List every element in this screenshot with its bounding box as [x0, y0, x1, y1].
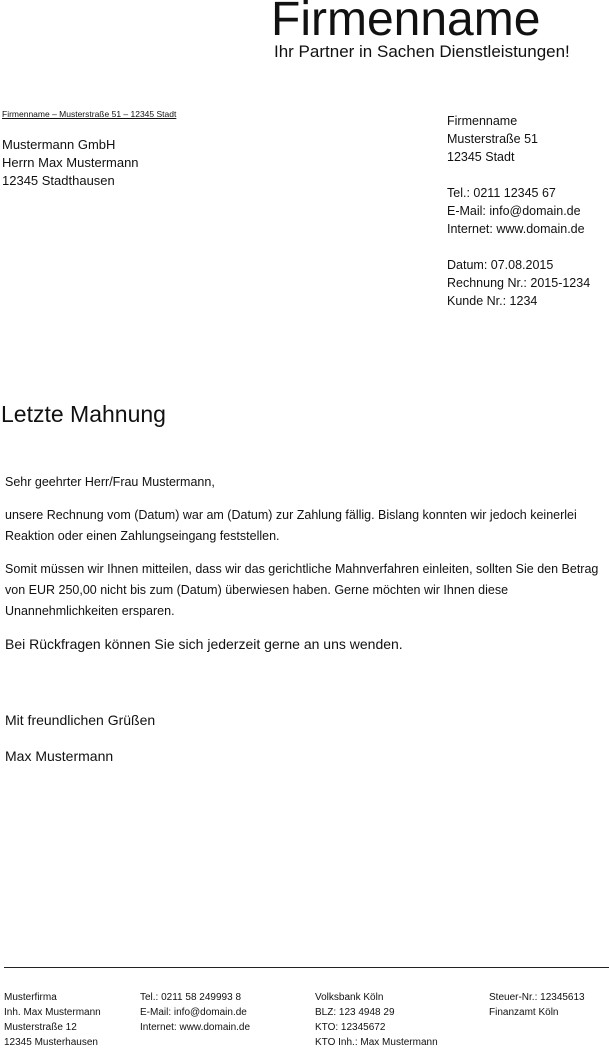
signature-name: Max Mustermann [5, 748, 114, 764]
customer-number: Kunde Nr.: 1234 [447, 294, 538, 308]
footer-tax-column [489, 990, 585, 1020]
footer-bank-column [315, 990, 438, 1050]
sender-street: Musterstraße 51 [447, 132, 539, 146]
letterhead-company-name: Firmenname [271, 0, 541, 46]
return-address-line: Firmenname – Musterstraße 51 – 12345 Stadt [2, 109, 177, 119]
recipient-contact: Herrn Max Mustermann [2, 155, 139, 170]
footer-tax-number: Steuer-Nr.: 12345613 [489, 992, 585, 1003]
footer-blz: BLZ: 123 4948 29 [315, 1007, 395, 1018]
spacer [447, 238, 590, 256]
footer-company-column [4, 990, 101, 1050]
footer-phone: Tel.: 0211 58 249993 8 [140, 992, 242, 1003]
footer-city: 12345 Musterhausen [4, 1037, 98, 1048]
footer-divider [4, 967, 609, 968]
spacer [447, 166, 590, 184]
recipient-city: 12345 Stadthausen [2, 173, 115, 188]
letterhead-tagline: Ihr Partner in Sachen Dienstleistungen! [274, 42, 570, 61]
sender-city: 12345 Stadt [447, 150, 515, 164]
body-paragraph-3: Bei Rückfragen können Sie sich jederzeit gerne an uns wenden. [5, 636, 403, 652]
footer [4, 990, 609, 1050]
body-paragraph-2: Somit müssen wir Ihnen mitteilen, dass wir das gerichtliche Mahnverfahren einleiten, sollten Sie den Betrag von EUR 250,00 nicht bis zum (Datum) überwiesen haben. Gerne möchten wir Ihnen diese Unannehmlichkeiten ersparen. [5, 562, 599, 618]
sender-email: E-Mail: info@domain.de [447, 204, 581, 218]
footer-contact-column [140, 990, 250, 1035]
footer-street: Musterstraße 12 [4, 1022, 77, 1033]
footer-internet: Internet: www.domain.de [140, 1022, 251, 1033]
letter-body [5, 472, 609, 667]
body-paragraph-1: unsere Rechnung vom (Datum) war am (Datum) zur Zahlung fällig. Bislang konnten wir jedoch keinerlei Reaktion oder einen Zahlungseingang feststellen. [5, 508, 577, 543]
sender-internet: Internet: www.domain.de [447, 222, 585, 236]
footer-bank-name: Volksbank Köln [315, 992, 384, 1003]
sender-name: Firmenname [447, 114, 518, 128]
letter-subject: Letzte Mahnung [1, 401, 166, 427]
footer-account: KTO: 12345672 [315, 1022, 386, 1033]
footer-owner: Inh. Max Mustermann [4, 1007, 101, 1018]
letter-date: Datum: 07.08.2015 [447, 258, 554, 272]
recipient-address [2, 136, 139, 190]
footer-company-name: Musterfirma [4, 992, 57, 1003]
recipient-company: Mustermann GmbH [2, 137, 116, 152]
footer-email: E-Mail: info@domain.de [140, 1007, 247, 1018]
invoice-number: Rechnung Nr.: 2015-1234 [447, 276, 591, 290]
sender-phone: Tel.: 0211 12345 67 [447, 186, 556, 200]
closing-phrase: Mit freundlichen Grüßen [5, 712, 156, 728]
sender-info-block [447, 112, 590, 310]
footer-account-holder: KTO Inh.: Max Mustermann [315, 1037, 438, 1048]
footer-tax-office: Finanzamt Köln [489, 1007, 559, 1018]
salutation: Sehr geehrter Herr/Frau Mustermann, [5, 475, 215, 489]
